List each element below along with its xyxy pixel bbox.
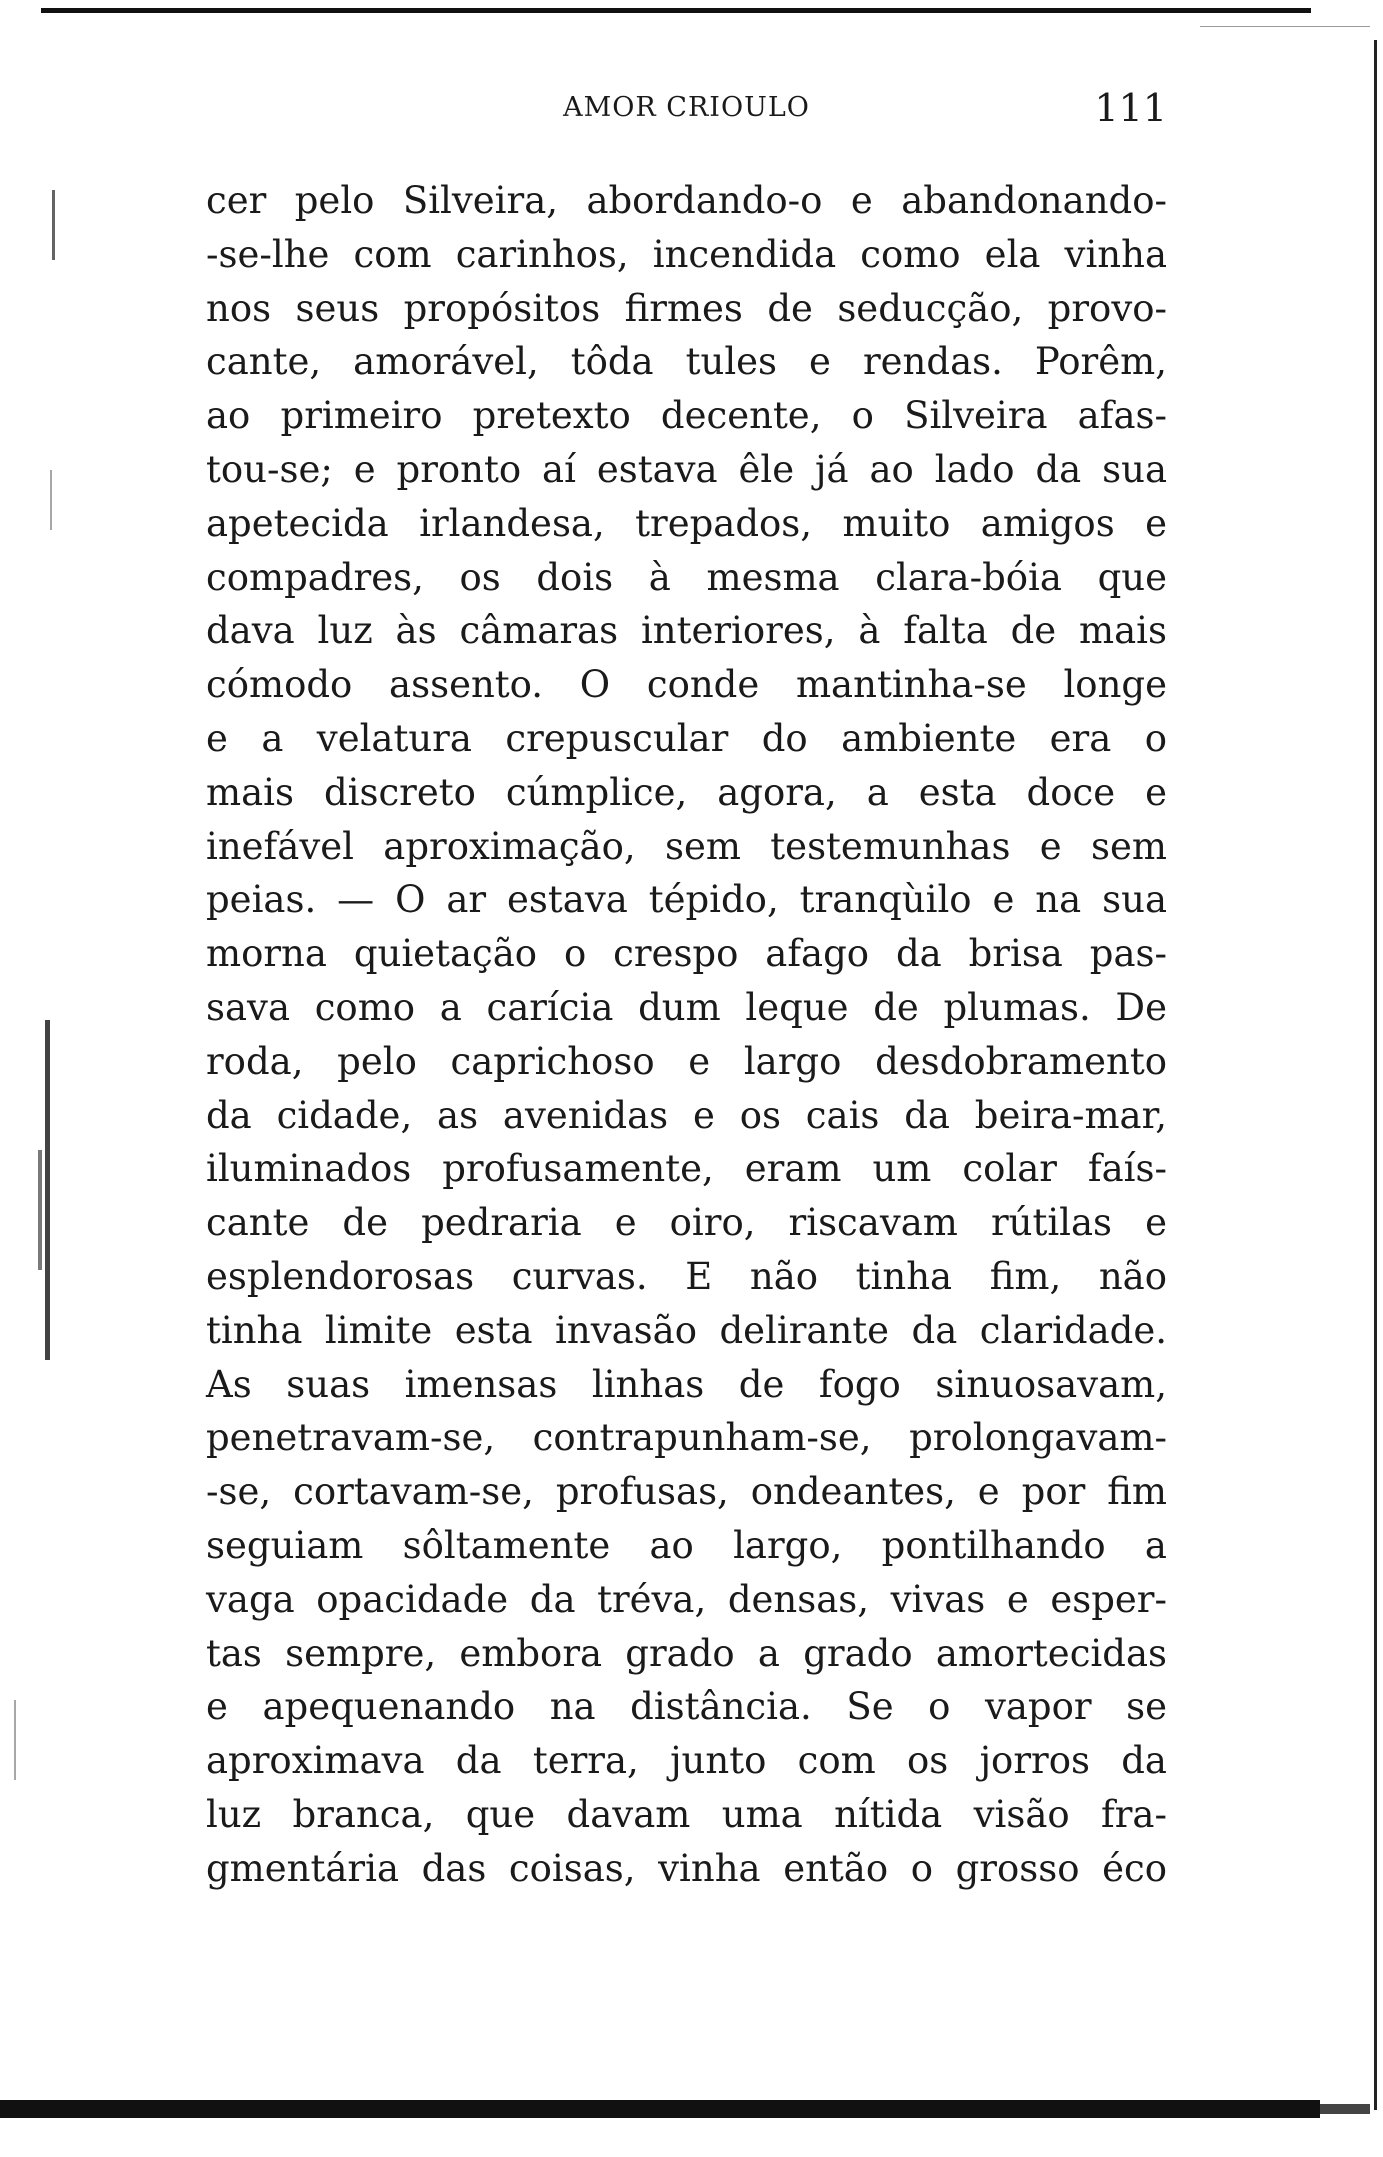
text-line: -se-lhe com carinhos, incendida como ela vinha xyxy=(206,232,1167,276)
scan-artifact xyxy=(14,1700,16,1780)
text-line: -se, cortavam-se, profusas, ondeantes, e por fim xyxy=(206,1470,1167,1514)
text-line: inefável aproximação, sem testemunhas e sem xyxy=(206,824,1167,868)
page-top-border-faint xyxy=(1200,26,1370,27)
text-line: e a velatura crepuscular do ambiente era o xyxy=(206,716,1167,760)
text-line: da cidade, as avenidas e os cais da beira-mar, xyxy=(206,1093,1167,1137)
text-line: penetravam-se, contrapunham-se, prolongavam- xyxy=(206,1416,1167,1460)
page-right-edge xyxy=(1374,40,1377,2110)
text-line: iluminados profusamente, eram um colar faís- xyxy=(206,1147,1167,1191)
text-line: As suas imensas linhas de fogo sinuosavam, xyxy=(206,1362,1167,1406)
scan-artifact xyxy=(38,1150,42,1270)
text-line: aproximava da terra, junto com os jorros da xyxy=(206,1739,1167,1783)
scan-artifact xyxy=(52,190,55,260)
text-line: tas sempre, embora grado a grado amortecidas xyxy=(206,1631,1167,1675)
text-line: cante, amorável, tôda tules e rendas. Porêm, xyxy=(206,340,1167,384)
page-bottom-border-end xyxy=(1320,2104,1370,2114)
text-line: apetecida irlandesa, trepados, muito amigos e xyxy=(206,501,1167,545)
page-number: 111 xyxy=(1094,86,1167,130)
text-line: cómodo assento. O conde mantinha-se longe xyxy=(206,663,1167,707)
text-line: luz branca, que davam uma nítida visão fra- xyxy=(206,1792,1167,1836)
text-line: dava luz às câmaras interiores, à falta de mais xyxy=(206,609,1167,653)
text-line: compadres, os dois à mesma clara-bóia que xyxy=(206,555,1167,599)
text-line: peias. — O ar estava tépido, tranqùilo e na sua xyxy=(206,878,1167,922)
text-line: sava como a carícia dum leque de plumas. De xyxy=(206,985,1167,1029)
page-bottom-border xyxy=(0,2100,1320,2118)
text-line: tinha limite esta invasão delirante da claridade. xyxy=(206,1308,1167,1352)
text-line: tou-se; e pronto aí estava êle já ao lado da sua xyxy=(206,447,1167,491)
scan-artifact xyxy=(50,470,52,530)
text-line: mais discreto cúmplice, agora, a esta doce e xyxy=(206,770,1167,814)
text-line: roda, pelo caprichoso e largo desdobramento xyxy=(206,1039,1167,1083)
running-title: AMOR CRIOULO xyxy=(563,92,810,123)
page-top-border xyxy=(41,8,1311,13)
text-line: esplendorosas curvas. E não tinha fim, não xyxy=(206,1254,1167,1298)
text-line: gmentária das coisas, vinha então o grosso éco xyxy=(206,1846,1167,1890)
text-line: vaga opacidade da tréva, densas, vivas e esper- xyxy=(206,1577,1167,1621)
text-line: seguiam sôltamente ao largo, pontilhando a xyxy=(206,1523,1167,1567)
text-line: e apequenando na distância. Se o vapor se xyxy=(206,1685,1167,1729)
page-header xyxy=(206,88,1167,128)
text-line: morna quietação o crespo afago da brisa pas- xyxy=(206,932,1167,976)
text-line: nos seus propósitos firmes de seducção, provo- xyxy=(206,286,1167,330)
text-line: cer pelo Silveira, abordando-o e abandonando- xyxy=(206,179,1167,222)
text-line: ao primeiro pretexto decente, o Silveira afas- xyxy=(206,394,1167,438)
text-line: cante de pedraria e oiro, riscavam rútilas e xyxy=(206,1201,1167,1245)
scan-artifact xyxy=(45,1020,50,1360)
body-text xyxy=(206,174,1167,1896)
